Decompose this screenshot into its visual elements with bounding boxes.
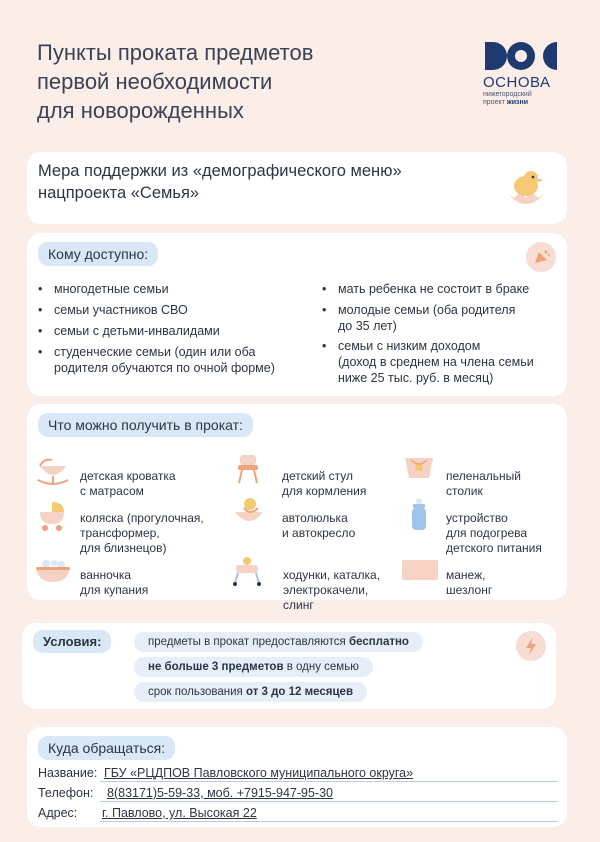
divider bbox=[100, 801, 558, 802]
eligible-item: • семьи с низким доходом (доход в среднем на члена семьи ниже 25 тыс. руб. в месяц) bbox=[322, 339, 534, 385]
contact-label: Адрес: bbox=[38, 806, 78, 820]
rental-item: детская кроватка с матрасом bbox=[80, 469, 176, 498]
page-title bbox=[37, 38, 313, 125]
eligible-item: • молодые семьи (оба родителя до 35 лет) bbox=[322, 303, 516, 333]
walker-icon bbox=[232, 555, 262, 587]
title-line: первой необходимости bbox=[37, 69, 273, 94]
eligible-item: • семьи с детьми-инвалидами bbox=[38, 324, 220, 338]
bathtub-icon bbox=[34, 558, 72, 584]
contact-address: г. Павлово, ул. Высокая 22 bbox=[102, 806, 257, 820]
stroller-icon bbox=[36, 500, 70, 532]
lightning-icon bbox=[516, 631, 546, 661]
contact-label: Название: bbox=[38, 766, 98, 780]
contact-name: ГБУ «РЦДПОВ Павловского муниципального округа» bbox=[104, 766, 414, 780]
title-line: Пункты проката предметов bbox=[37, 40, 314, 65]
rental-item: устройство для подогрева детского питания bbox=[446, 511, 542, 555]
car-seat-icon bbox=[232, 496, 266, 528]
logo-tagline: нижегородский проект жизни bbox=[483, 91, 532, 106]
rental-item: пеленальный столик bbox=[446, 469, 521, 498]
eligible-item: • многодетные семьи bbox=[38, 282, 169, 296]
condition-item: предметы в прокат предоставляются бесплатно bbox=[134, 632, 423, 652]
rental-heading: Что можно получить в прокат: bbox=[38, 413, 253, 437]
rental-item: коляска (прогулочная, трансформер, для близнецов) bbox=[80, 511, 204, 555]
eligible-item: • мать ребенка не состоит в браке bbox=[322, 282, 530, 296]
eligible-item: • студенческие семьи (один или оба родителя обучаются по очной форме) bbox=[38, 345, 275, 375]
rental-item: детский стул для кормления bbox=[282, 469, 367, 498]
rental-item: автолюлька и автокресло bbox=[282, 511, 356, 540]
cradle-icon bbox=[36, 456, 70, 486]
contact-phone: 8(83171)5-59-33, моб. +7915-947-95-30 bbox=[107, 786, 333, 800]
eligible-item: • семьи участников СВО bbox=[38, 303, 188, 317]
cone-icon bbox=[526, 242, 556, 272]
logo bbox=[483, 40, 573, 107]
condition-item: срок пользования от 3 до 12 месяцев bbox=[134, 682, 367, 702]
contacts-heading: Куда обращаться: bbox=[38, 736, 175, 760]
eligible-heading: Кому доступно: bbox=[38, 242, 158, 266]
changing-table-icon bbox=[402, 454, 436, 484]
title-line: для новорожденных bbox=[37, 98, 244, 123]
rental-item: ходунки, каталка, электрокачели, слинг bbox=[283, 568, 381, 612]
contact-label: Телефон: bbox=[38, 786, 94, 800]
bottle-icon bbox=[410, 498, 428, 532]
condition-item: не больше 3 предметов в одну семью bbox=[134, 657, 373, 677]
rental-item: ванночка для купания bbox=[80, 568, 149, 597]
playpen-icon bbox=[402, 560, 438, 580]
divider bbox=[100, 781, 558, 782]
logo-mark-icon bbox=[483, 40, 559, 72]
rental-item: манеж, шезлонг bbox=[446, 568, 493, 597]
divider bbox=[100, 821, 558, 822]
lead-text: Мера поддержки из «демографического меню» нацпроекта «Семья» bbox=[38, 162, 402, 202]
chick-icon bbox=[502, 164, 550, 212]
conditions-heading: Условия: bbox=[33, 630, 111, 653]
highchair-icon bbox=[234, 453, 262, 485]
logo-name: ОСНОВА bbox=[483, 74, 551, 91]
